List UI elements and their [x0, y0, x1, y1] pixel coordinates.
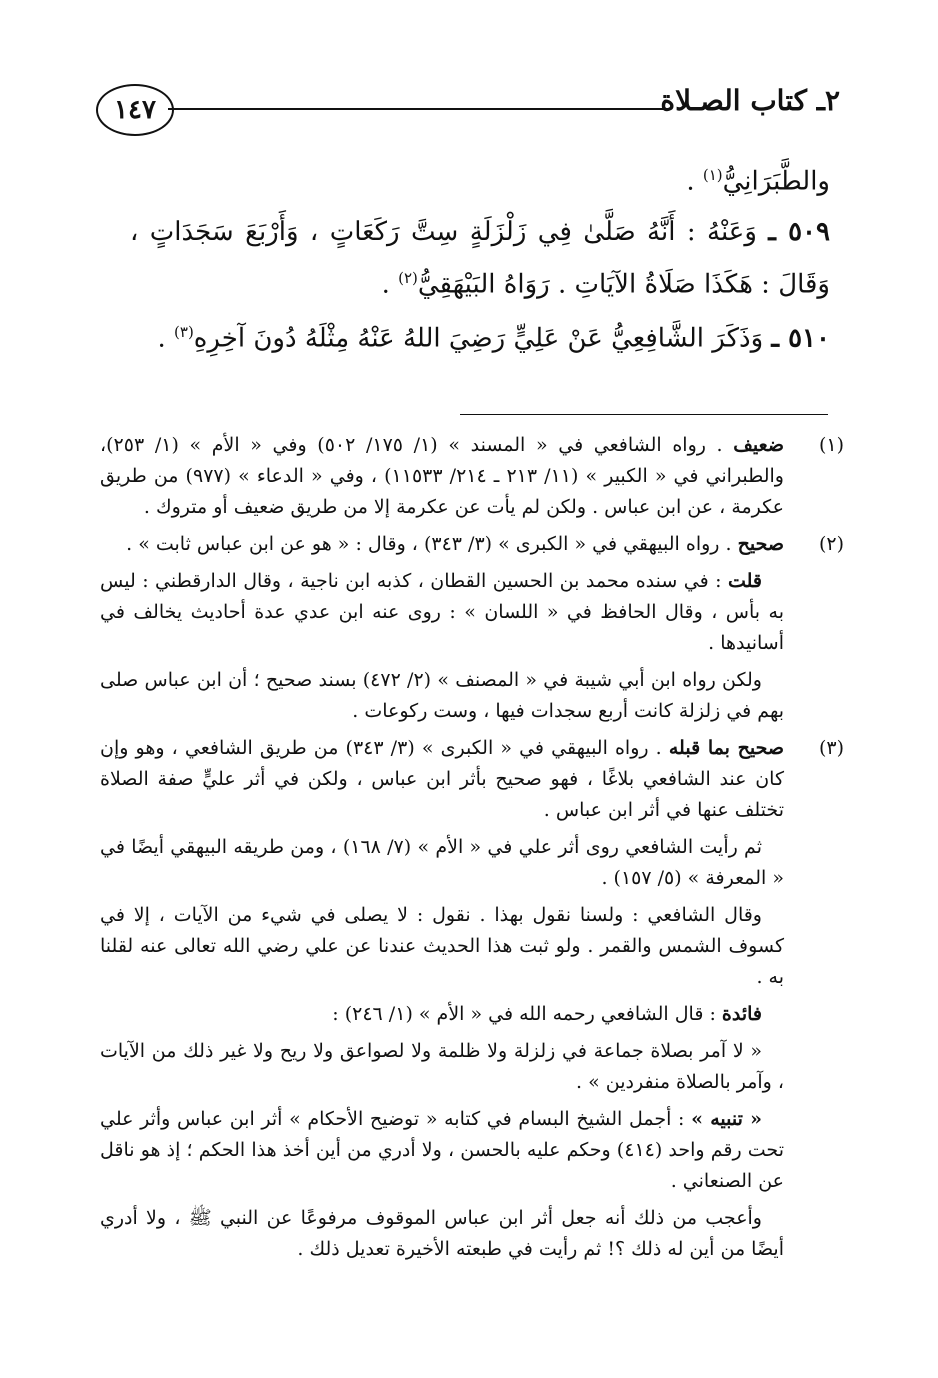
footnote-label-3: (٣)	[818, 737, 844, 759]
page-header	[96, 84, 840, 140]
footnote-ref-3: (٣)	[174, 323, 194, 342]
footnote-ref-1: (١)	[702, 166, 723, 184]
hadith-number-510: ٥١٠ ـ	[771, 323, 830, 354]
footnotes	[100, 430, 844, 1271]
hadith-509: ٥٠٩ ـ وَعَنْهُ : أَنَّهُ صَلَّىٰ فِي زَلْزَلَةٍ سِتَّ رَكَعَاتٍ ، وَأَرْبَعَ سَجَدَاتٍ ، وَقَالَ : هَكَذَا صَلَاةُ الآيَاتِ . رَوَاهُ البَيْهَقِيُّ$^{(٢)}$ .	[130, 216, 830, 300]
hadith-number-509: ٥٠٩ ـ	[768, 216, 830, 247]
line-tabarani: والطَّبَرَانِيُّ$^{(١)}$ .	[686, 166, 830, 197]
tanbih-label: « تنبيه »	[691, 1108, 762, 1130]
qult-label: قلت	[727, 570, 762, 592]
hadith-510: ٥١٠ ـ وَذَكَرَ الشَّافِعِيُّ عَنْ عَلِيٍّ رَضِيَ اللهُ عَنْهُ مِثْلَهُ دُونَ آخِرِهِ$^{(٣)}$ .	[157, 323, 830, 354]
footnote-separator	[460, 414, 828, 415]
footnote-3: (٣) صحيح بما قبله . رواه البيهقي في « الكبرى » (٣/ ٣٤٣) من طريق الشافعي ، وهو وإن كان عند الشافعي بلاغًا ، فهو صحيح بأثر ابن عباس ، ولكن في أثر عليٍّ صفة الصلاة تختلف عنها في أثر ابن عباس . ثم رأيت الشافعي روى أثر علي في « الأم » (٧/ ١٦٨) ، ومن طريقه البيهقي أيضًا في « المعرفة » (٥/ ١٥٧) . وقال الشافعي : ولسنا نقول بهذا . نقول : لا يصلى في شيء من الآيات ، إلا في كسوف الشمس والقمر . ولو ثبت هذا الحديث عندنا عن علي رضي الله تعالى عنه لقلنا به . فائدة : قال الشافعي رحمه الله في « الأم » (١/ ٢٤٦) : « لا آمر بصلاة جماعة في زلزلة ولا ظلمة ولا لصواعق ولا ريح ولا غير ذلك من الآيات ، وآمر بالصلاة منفردين » . « تنبيه » : أجمل الشيخ البسام في كتابه « توضيح الأحكام » أثر ابن عباس وأثر علي تحت رقم واحد (٤١٤) وحكم عليه بالحسن ، ولا أدري من أين أخذ هذا الحكم ؛ إذ هو ناقل عن الصنعاني . وأعجب من ذلك أنه جعل أثر ابن عباس الموقوف مرفوعًا عن النبي ﷺ ، ولا أدري أيضًا من أين له ذلك ؟! ثم رأيت في طبعته الأخيرة تعديل ذلك .	[100, 733, 844, 1265]
chapter-title: ٢ـ كتاب الصـلاة	[660, 84, 840, 117]
footnote-label-1: (١)	[818, 434, 844, 456]
faida-label: فائدة	[721, 1003, 762, 1025]
footnote-label-2: (٢)	[818, 533, 844, 555]
footnote-2: (٢) صحيح . رواه البيهقي في « الكبرى » (٣/ ٣٤٣) ، وقال : « هو عن ابن عباس ثابت » . قلت : في سنده محمد بن الحسين القطان ، كذبه ابن ناجية ، وقال الدارقطني : ليس به بأس ، وقال الحافظ في « اللسان » : روى عنه ابن عدي عدة أحاديث يخالف في أسانيدها . ولكن رواه ابن أبي شيبة في « المصنف » (٢/ ٤٧٢) بسند صحيح ؛ أن ابن عباس صلى بهم في زلزلة كانت أربع سجدات فيها ، وست ركوعات .	[100, 529, 844, 727]
footnote-ref-2: (٢)	[398, 268, 418, 287]
footnote-1: (١) ضعيف . رواه الشافعي في « المسند » (١/ ١٧٥/ ٥٠٢) وفي « الأم » (١/ ٢٥٣)، والطبراني في « الكبير » (١١/ ٢١٣ ـ ٢١٤/ ١١٥٣٣) ، وفي « الدعاء » (٩٧٧) من طريق عكرمة ، عن ابن عباس . ولكن لم يأت عن عكرمة إلا من طريق ضعيف أو متروك .	[100, 430, 844, 523]
main-text	[130, 152, 830, 362]
page-number: ١٤٧	[96, 84, 174, 136]
grade-3: صحيح بما قبله	[668, 737, 784, 759]
header-rule	[168, 108, 668, 110]
grade-2: صحيح	[737, 533, 784, 555]
grade-1: ضعيف	[733, 434, 784, 456]
